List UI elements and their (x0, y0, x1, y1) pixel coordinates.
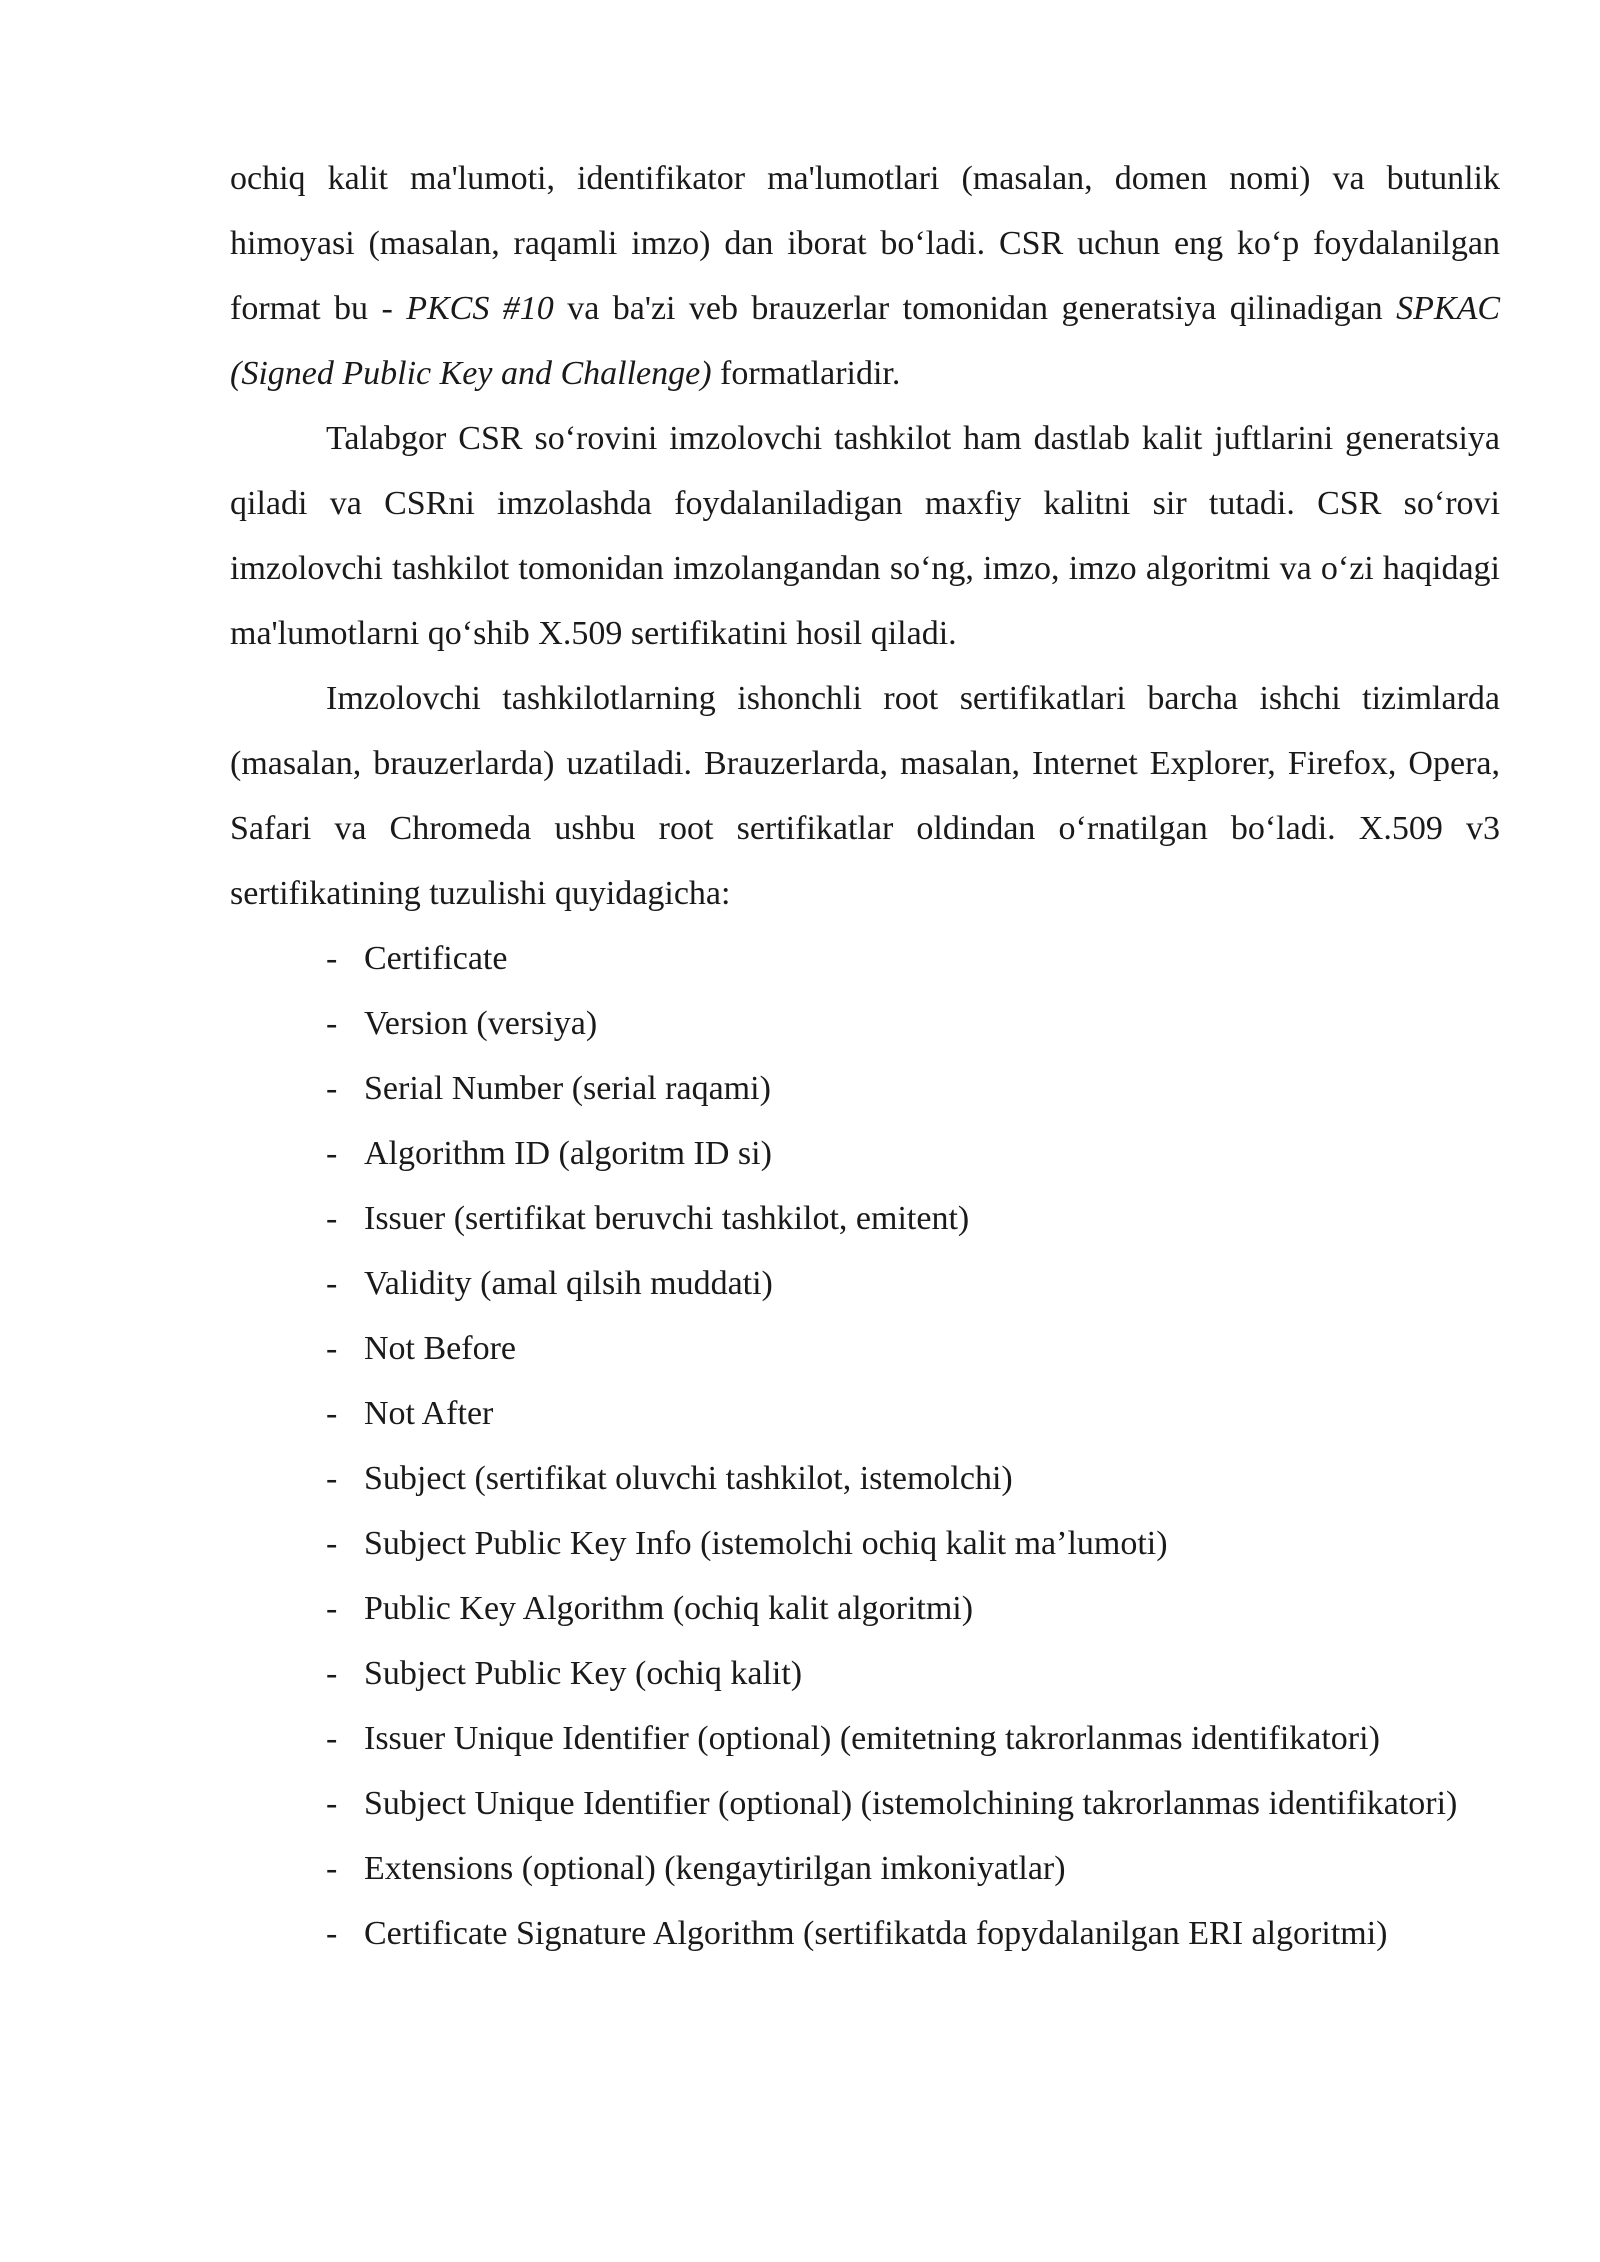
list-item-text: Version (versiya) (364, 1005, 598, 1042)
dash-bullet: - (326, 1915, 338, 1952)
list-item-text: Subject Public Key Info (istemolchi ochiq kalit ma’lumoti) (364, 1525, 1168, 1562)
dash-bullet: - (326, 1200, 338, 1237)
dash-bullet: - (326, 1005, 338, 1042)
list-item-text: Not After (364, 1395, 494, 1432)
list-item (230, 926, 1500, 991)
list-item (230, 1641, 1500, 1706)
list-item (230, 1511, 1500, 1576)
dash-bullet: - (326, 1655, 338, 1692)
list-item-text: Algorithm ID (algoritm ID si) (364, 1135, 772, 1172)
italic-term-spkac: SPKAC (Signed Public Key and Challenge) (230, 290, 1501, 392)
list-item-text: Subject (sertifikat oluvchi tashkilot, istemolchi) (364, 1460, 1013, 1497)
document-page (230, 146, 1500, 1966)
list-item (230, 1056, 1500, 1121)
list-item-text: Serial Number (serial raqami) (364, 1070, 771, 1107)
list-item (230, 1901, 1500, 1966)
paragraph-csr-format (230, 146, 1500, 406)
list-item (230, 1771, 1500, 1836)
list-item-text: Issuer Unique Identifier (optional) (emitetning takrorlanmas identifikatori) (364, 1720, 1380, 1757)
paragraph-root-certificates: Imzolovchi tashkilotlarning ishonchli root sertifikatlari barcha ishchi tizimlarda (masalan, brauzerlarda) uzatiladi. Brauzerlarda, masalan, Internet Explorer, Firefox, Opera, Safari va Chromeda ushbu root sertifikatlar oldindan o‘rnatilgan bo‘ladi. X.509 v3 sertifikatining tuzulishi quyidagicha: (230, 680, 1500, 912)
dash-bullet: - (326, 1265, 338, 1302)
dash-bullet: - (326, 1850, 338, 1887)
list-item-text: Public Key Algorithm (ochiq kalit algoritmi) (364, 1590, 974, 1627)
list-item (230, 1381, 1500, 1446)
dash-bullet: - (326, 1070, 338, 1107)
list-item (230, 1836, 1500, 1901)
list-item-text: Certificate (364, 940, 508, 977)
list-item-text: Subject Unique Identifier (optional) (istemolchining takrorlanmas identifikatori) (364, 1785, 1458, 1822)
paragraph-text: formatlaridir. (711, 355, 901, 392)
list-item (230, 1706, 1500, 1771)
dash-bullet: - (326, 1135, 338, 1172)
paragraph-csr-signing: Talabgor CSR so‘rovini imzolovchi tashkilot ham dastlab kalit juftlarini generatsiya qiladi va CSRni imzolashda foydalaniladigan maxfiy kalitni sir tutadi. CSR so‘rovi imzolovchi tashkilot tomonidan imzolangandan so‘ng, imzo, imzo algoritmi va o‘zi haqidagi ma'lumotlarni qo‘shib X.509 sertifikatini hosil qiladi. (230, 420, 1500, 652)
dash-bullet: - (326, 1330, 338, 1367)
paragraph-text: va ba'zi veb brauzerlar tomonidan generatsiya qilinadigan (553, 290, 1397, 327)
dash-bullet: - (326, 1395, 338, 1432)
list-item (230, 1186, 1500, 1251)
list-item (230, 1121, 1500, 1186)
list-item (230, 991, 1500, 1056)
list-item (230, 1576, 1500, 1641)
list-item-text: Validity (amal qilsih muddati) (364, 1265, 773, 1302)
dash-bullet: - (326, 1785, 338, 1822)
dash-bullet: - (326, 940, 338, 977)
list-item (230, 1251, 1500, 1316)
list-item (230, 1316, 1500, 1381)
italic-term-pkcs10: PKCS #10 (406, 290, 554, 327)
list-item-text: Issuer (sertifikat beruvchi tashkilot, emitent) (364, 1200, 970, 1237)
list-item (230, 1446, 1500, 1511)
dash-bullet: - (326, 1720, 338, 1757)
paragraph-text: ochiq kalit ma'lumoti, identifikator ma'lumotlari (masalan, domen nomi) va butunlik himoyasi (masalan, raqamli imzo) dan iborat bo‘ladi. CSR uchun eng ko‘p foydalanilgan format bu - (230, 160, 1500, 327)
dash-bullet: - (326, 1525, 338, 1562)
list-item-text: Extensions (optional) (kengaytirilgan imkoniyatlar) (364, 1850, 1066, 1887)
list-item-text: Subject Public Key (ochiq kalit) (364, 1655, 803, 1692)
list-item-text: Not Before (364, 1330, 517, 1367)
dash-bullet: - (326, 1460, 338, 1497)
dash-bullet: - (326, 1590, 338, 1627)
list-item-text: Certificate Signature Algorithm (sertifikatda fopydalanilgan ERI algoritmi) (364, 1915, 1388, 1952)
x509-structure-list (230, 926, 1500, 1966)
